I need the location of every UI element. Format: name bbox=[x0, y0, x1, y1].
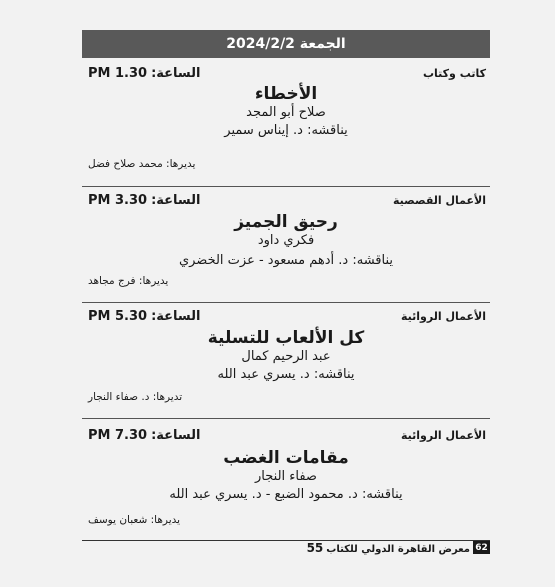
book-author: صفاء النجار bbox=[255, 469, 317, 484]
book-author: صلاح أبو المجد bbox=[246, 105, 326, 120]
session-time: الساعة:PM 7.30 bbox=[88, 428, 201, 443]
moderator: يديرها: فرج مجاهد bbox=[88, 275, 169, 287]
session-category: الأعمال الروائية bbox=[401, 310, 486, 323]
session-time: الساعة:PM 5.30 bbox=[88, 309, 201, 324]
moderator: تديرها: د. صفاء النجار bbox=[88, 391, 183, 403]
session-4 bbox=[82, 426, 490, 536]
session-category: الأعمال القصصية bbox=[392, 194, 486, 207]
discussants: يناقشه: د. أدهم مسعود - عزت الخضري bbox=[178, 253, 394, 268]
discussants: يناقشه: د. محمود الضبع - د. يسري عبد الله bbox=[169, 487, 403, 502]
session-category: الأعمال الروائية bbox=[401, 429, 486, 442]
edition-number: 55 bbox=[306, 541, 324, 555]
book-title: كل الألعاب للتسلية bbox=[207, 328, 365, 348]
session-1 bbox=[82, 64, 490, 187]
book-title: الأخطاء bbox=[254, 84, 318, 104]
book-title: رحيق الجميز bbox=[234, 212, 338, 232]
page-footer bbox=[82, 540, 490, 554]
book-author: فكري داود bbox=[257, 233, 315, 248]
moderator: يديرها: محمد صلاح فضل bbox=[88, 158, 196, 170]
moderator: يديرها: شعبان يوسف bbox=[88, 514, 181, 526]
book-fair-logo bbox=[307, 541, 470, 555]
discussants: يناقشه: د. يسري عبد الله bbox=[217, 367, 355, 382]
schedule bbox=[82, 30, 490, 536]
session-2 bbox=[82, 191, 490, 303]
discussants: يناقشه: د. إيناس سمير bbox=[224, 123, 348, 138]
session-3 bbox=[82, 307, 490, 419]
book-author: عبد الرحيم كمال bbox=[241, 349, 331, 364]
session-category: كاتب وكتاب bbox=[422, 67, 486, 80]
date-header bbox=[82, 30, 490, 58]
session-time: الساعة:PM 3.30 bbox=[88, 193, 201, 208]
date-label: الجمعة 2024/2/2 bbox=[226, 36, 346, 52]
page-number: 62 bbox=[473, 541, 490, 554]
book-fair-name: معرض القاهرة الدولي للكتاب bbox=[326, 544, 470, 555]
session-time: الساعة:PM 1.30 bbox=[88, 66, 201, 81]
book-title: مقامات الغضب bbox=[223, 448, 349, 468]
